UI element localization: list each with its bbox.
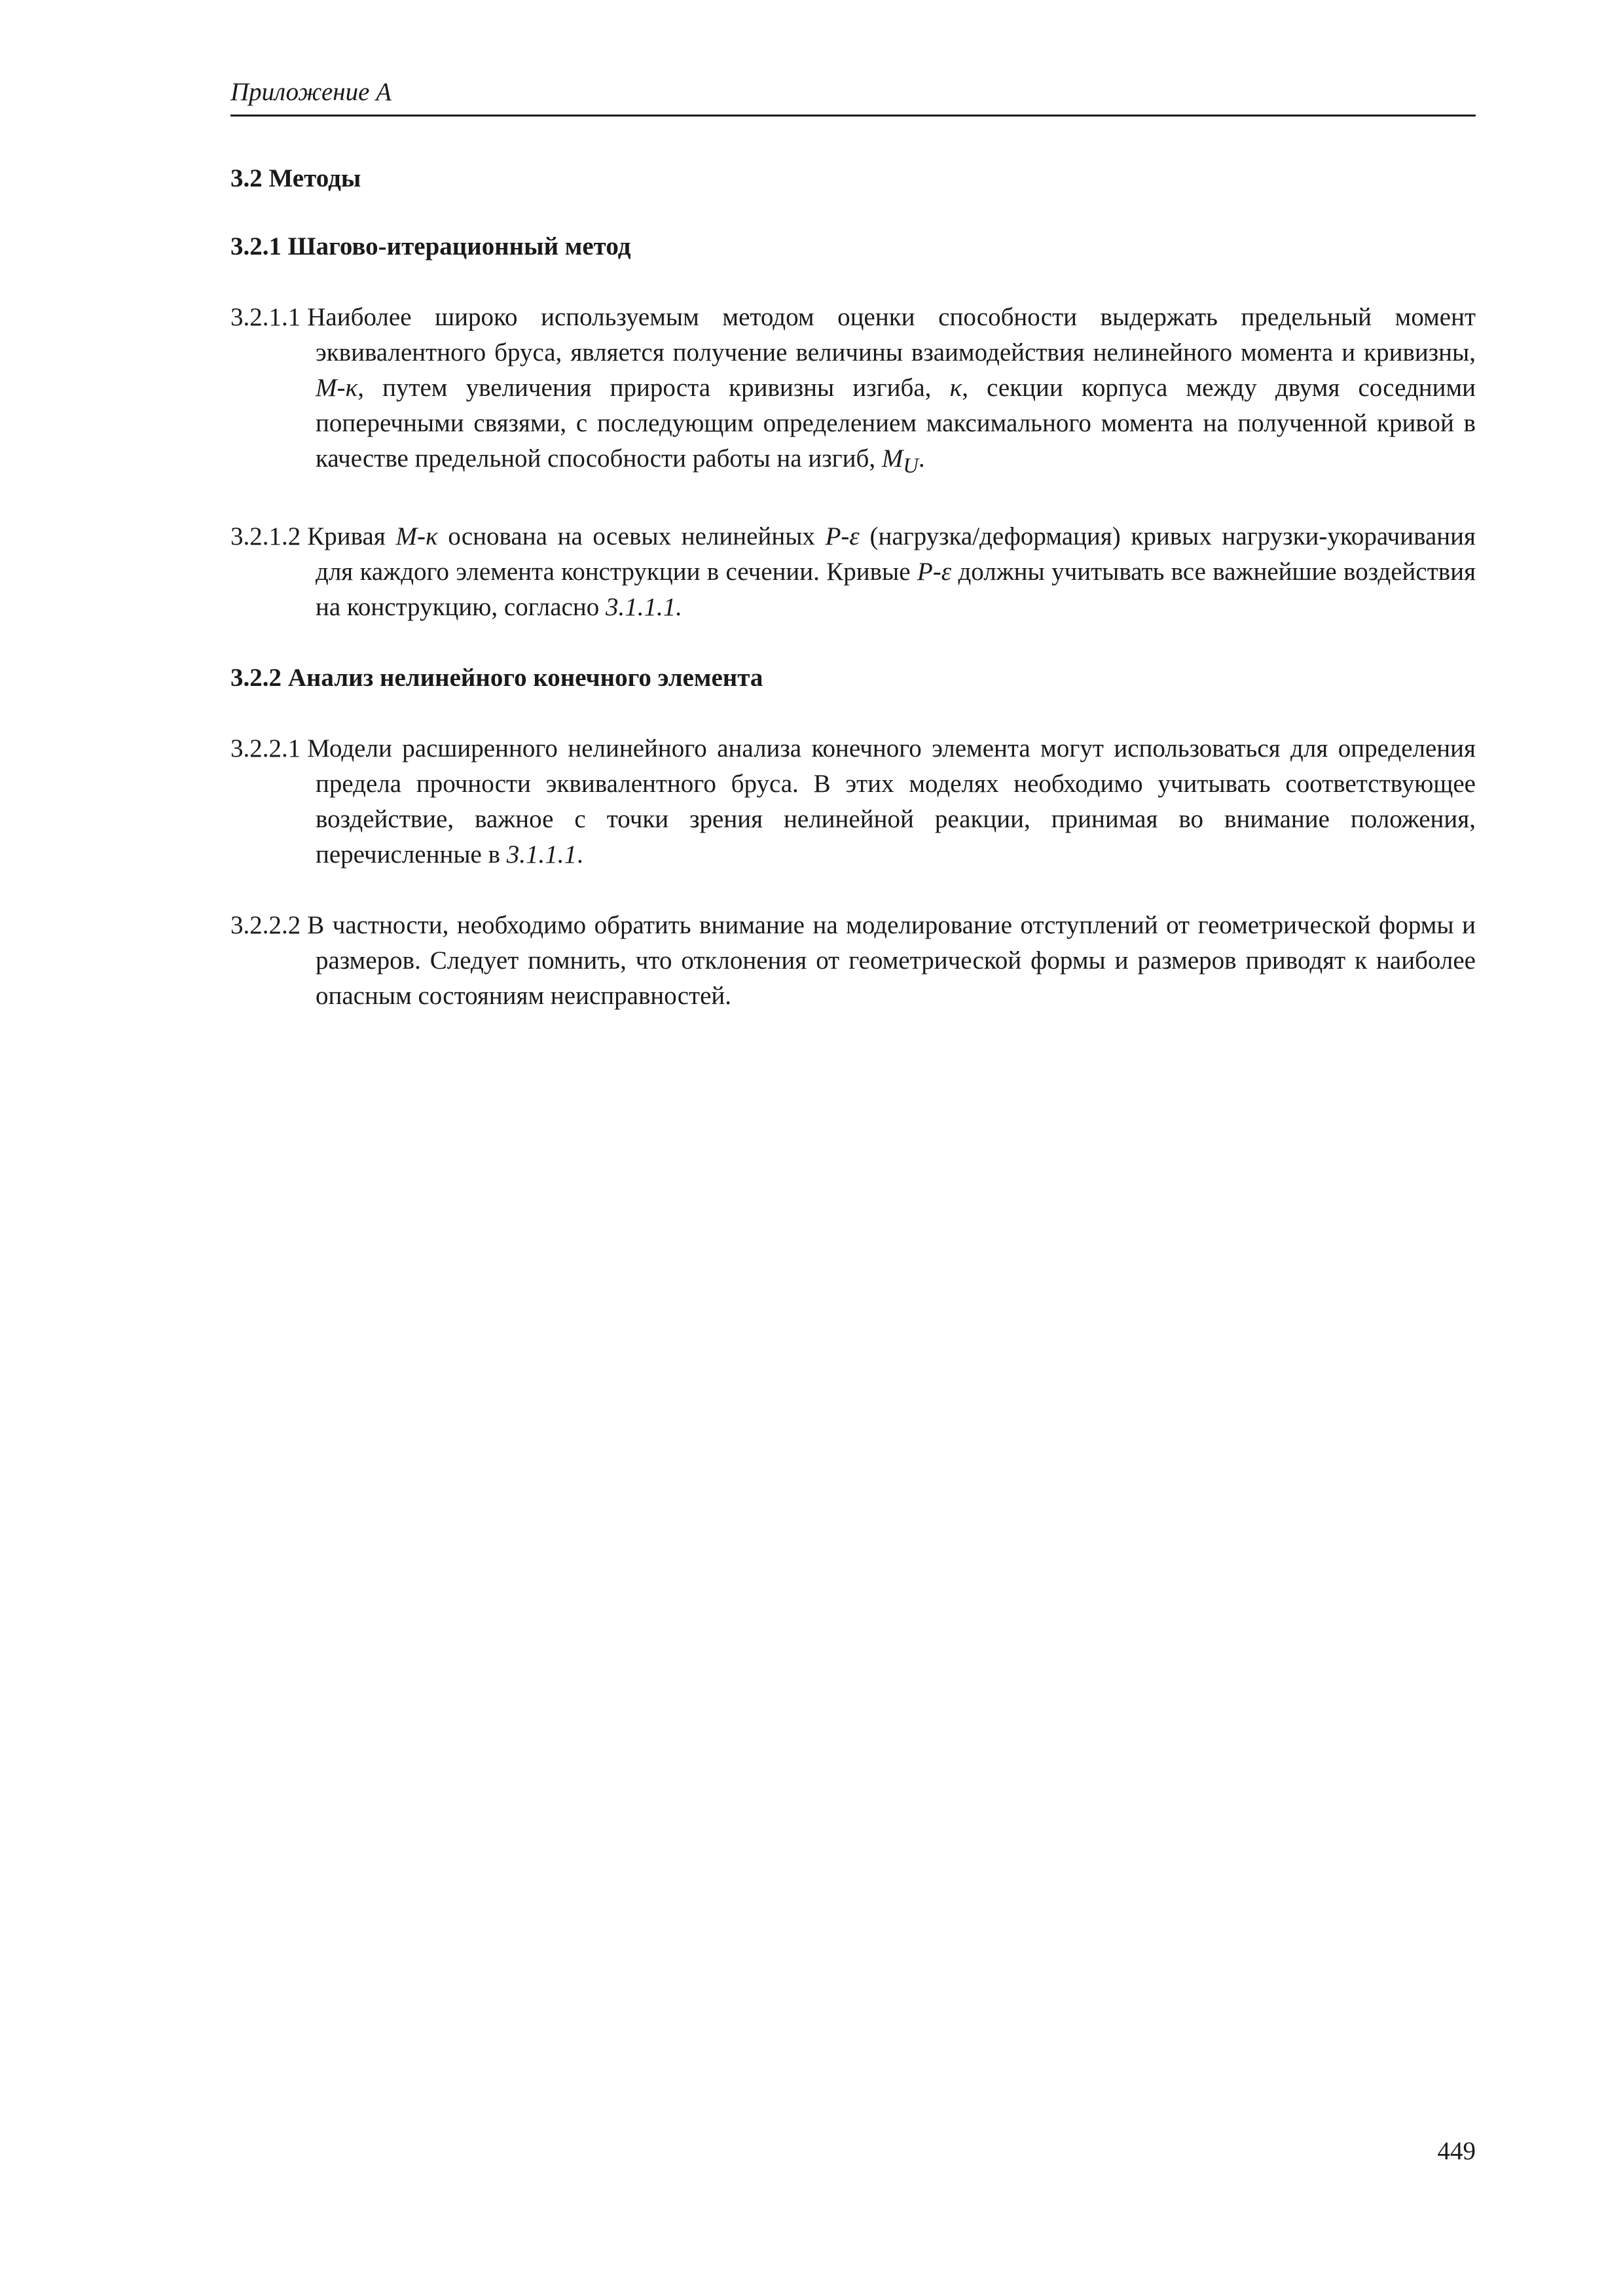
paragraph-number: 3.2.1.1 (230, 303, 301, 331)
paragraph-text: Кривая (307, 522, 396, 550)
running-header: Приложение А (230, 78, 392, 106)
header-rule (230, 115, 1476, 117)
symbol-subscript-u: U (903, 454, 919, 478)
paragraph-text: , секции корпуса между двумя соседними поперечными связями, с последующим определением максимального момента на полученной кривой в качестве предельной способности работы на изгиб, (316, 374, 1476, 473)
paragraph-text: Наиболее широко используемым методом оценки способности выдержать предельный момент эквивалентного бруса, является получение величины взаимодействия нелинейного момента и кривизны, (307, 303, 1476, 367)
section-heading: 3.2 Методы (230, 164, 361, 192)
paragraph-number: 3.2.2.1 (230, 734, 301, 762)
paragraph-text: . (918, 444, 925, 473)
symbol-m-kappa: M-κ (395, 522, 438, 550)
subsection-heading-3-2-1: 3.2.1 Шагово-итерационный метод (230, 232, 631, 260)
paragraph-text: (нагрузка/деформация) кривых нагрузки-укорачивания для каждого элемента конструкции в сечении. Кривые (316, 522, 1476, 586)
symbol-m: M (881, 444, 903, 473)
paragraph-text: основана на осевых нелинейных (437, 522, 826, 550)
subsection-heading-3-2-2: 3.2.2 Анализ нелинейного конечного элемента (230, 663, 763, 692)
paragraph-text: , путем увеличения прироста кривизны изгиба, (357, 374, 950, 402)
paragraph-3-2-1-2 (230, 519, 1476, 625)
symbol-p-epsilon: P-ε (917, 557, 952, 586)
cross-reference: 3.1.1.1 (506, 840, 577, 869)
symbol-kappa: κ (949, 374, 962, 402)
symbol-m-kappa: M-κ (316, 374, 358, 402)
paragraph-3-2-1-1 (230, 300, 1476, 484)
paragraph-number: 3.2.2.2 (230, 910, 301, 939)
paragraph-text: В частности, необходимо обратить внимание на моделирование отступлений от геометрической формы и размеров. Следует помнить, что отклонения от геометрической формы и размеров приводят к наиболее опасным состояниям неисправностей. (307, 910, 1476, 1010)
cross-reference: 3.1.1.1. (605, 592, 682, 621)
symbol-p-epsilon: P-ε (825, 522, 860, 550)
paragraph-number: 3.2.1.2 (230, 522, 301, 550)
page-content (230, 161, 1476, 1049)
paragraph-3-2-2-1 (230, 731, 1476, 872)
page-number: 449 (1437, 2137, 1476, 2165)
paragraph-text: Модели расширенного нелинейного анализа конечного элемента могут использоваться для определения предела прочности эквивалентного бруса. В этих моделях необходимо учитывать соответствующее воздействие, важное с точки зрения нелинейной реакции, принимая во внимание положения, перечисленные в (307, 734, 1476, 869)
paragraph-text: должны учитывать все важнейшие воздействия на конструкцию, согласно (316, 557, 1476, 621)
paragraph-3-2-2-2 (230, 908, 1476, 1014)
paragraph-text: . (577, 840, 583, 869)
